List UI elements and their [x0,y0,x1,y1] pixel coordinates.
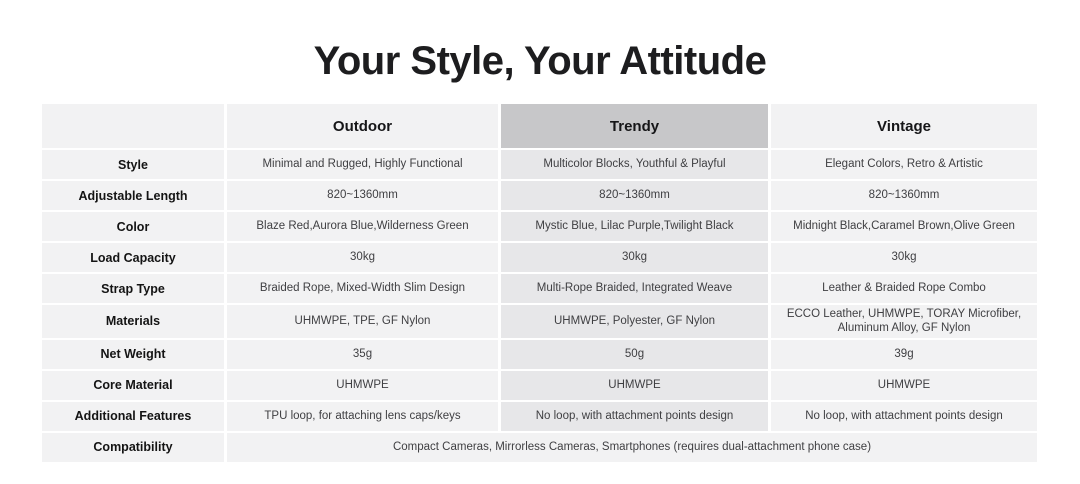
cell-load-capacity-trendy: 30kg [501,243,768,272]
cell-core-material-outdoor: UHMWPE [227,371,498,400]
cell-strap-type-trendy: Multi-Rope Braided, Integrated Weave [501,274,768,303]
row-label-materials: Materials [42,305,224,338]
cell-style-outdoor: Minimal and Rugged, Highly Functional [227,150,498,179]
row-label-color: Color [42,212,224,241]
cell-additional-features-outdoor: TPU loop, for attaching lens caps/keys [227,402,498,431]
cell-adjustable-length-trendy: 820~1360mm [501,181,768,210]
cell-style-trendy: Multicolor Blocks, Youthful & Playful [501,150,768,179]
cell-color-outdoor: Blaze Red,Aurora Blue,Wilderness Green [227,212,498,241]
cell-color-trendy: Mystic Blue, Lilac Purple,Twilight Black [501,212,768,241]
cell-strap-type-outdoor: Braided Rope, Mixed-Width Slim Design [227,274,498,303]
comparison-table [42,104,1037,462]
row-label-style: Style [42,150,224,179]
cell-net-weight-outdoor: 35g [227,340,498,369]
header-column-outdoor: Outdoor [227,104,498,148]
row-label-compatibility: Compatibility [42,433,224,462]
row-label-strap-type: Strap Type [42,274,224,303]
cell-load-capacity-vintage: 30kg [771,243,1037,272]
cell-strap-type-vintage: Leather & Braided Rope Combo [771,274,1037,303]
cell-additional-features-vintage: No loop, with attachment points design [771,402,1037,431]
cell-style-vintage: Elegant Colors, Retro & Artistic [771,150,1037,179]
cell-core-material-trendy: UHMWPE [501,371,768,400]
cell-net-weight-vintage: 39g [771,340,1037,369]
cell-adjustable-length-vintage: 820~1360mm [771,181,1037,210]
row-label-additional-features: Additional Features [42,402,224,431]
cell-adjustable-length-outdoor: 820~1360mm [227,181,498,210]
cell-materials-vintage: ECCO Leather, UHMWPE, TORAY Microfiber, Aluminum Alloy, GF Nylon [771,305,1037,338]
cell-materials-outdoor: UHMWPE, TPE, GF Nylon [227,305,498,338]
cell-load-capacity-outdoor: 30kg [227,243,498,272]
page-title: Your Style, Your Attitude [313,38,767,83]
cell-net-weight-trendy: 50g [501,340,768,369]
row-label-load-capacity: Load Capacity [42,243,224,272]
cell-additional-features-trendy: No loop, with attachment points design [501,402,768,431]
row-label-core-material: Core Material [42,371,224,400]
cell-core-material-vintage: UHMWPE [771,371,1037,400]
header-corner-cell [42,104,224,148]
row-label-adjustable-length: Adjustable Length [42,181,224,210]
cell-materials-trendy: UHMWPE, Polyester, GF Nylon [501,305,768,338]
cell-compatibility-merged: Compact Cameras, Mirrorless Cameras, Smartphones (requires dual-attachment phone case) [227,433,1037,462]
header-column-trendy: Trendy [501,104,768,148]
header-column-vintage: Vintage [771,104,1037,148]
cell-color-vintage: Midnight Black,Caramel Brown,Olive Green [771,212,1037,241]
row-label-net-weight: Net Weight [42,340,224,369]
